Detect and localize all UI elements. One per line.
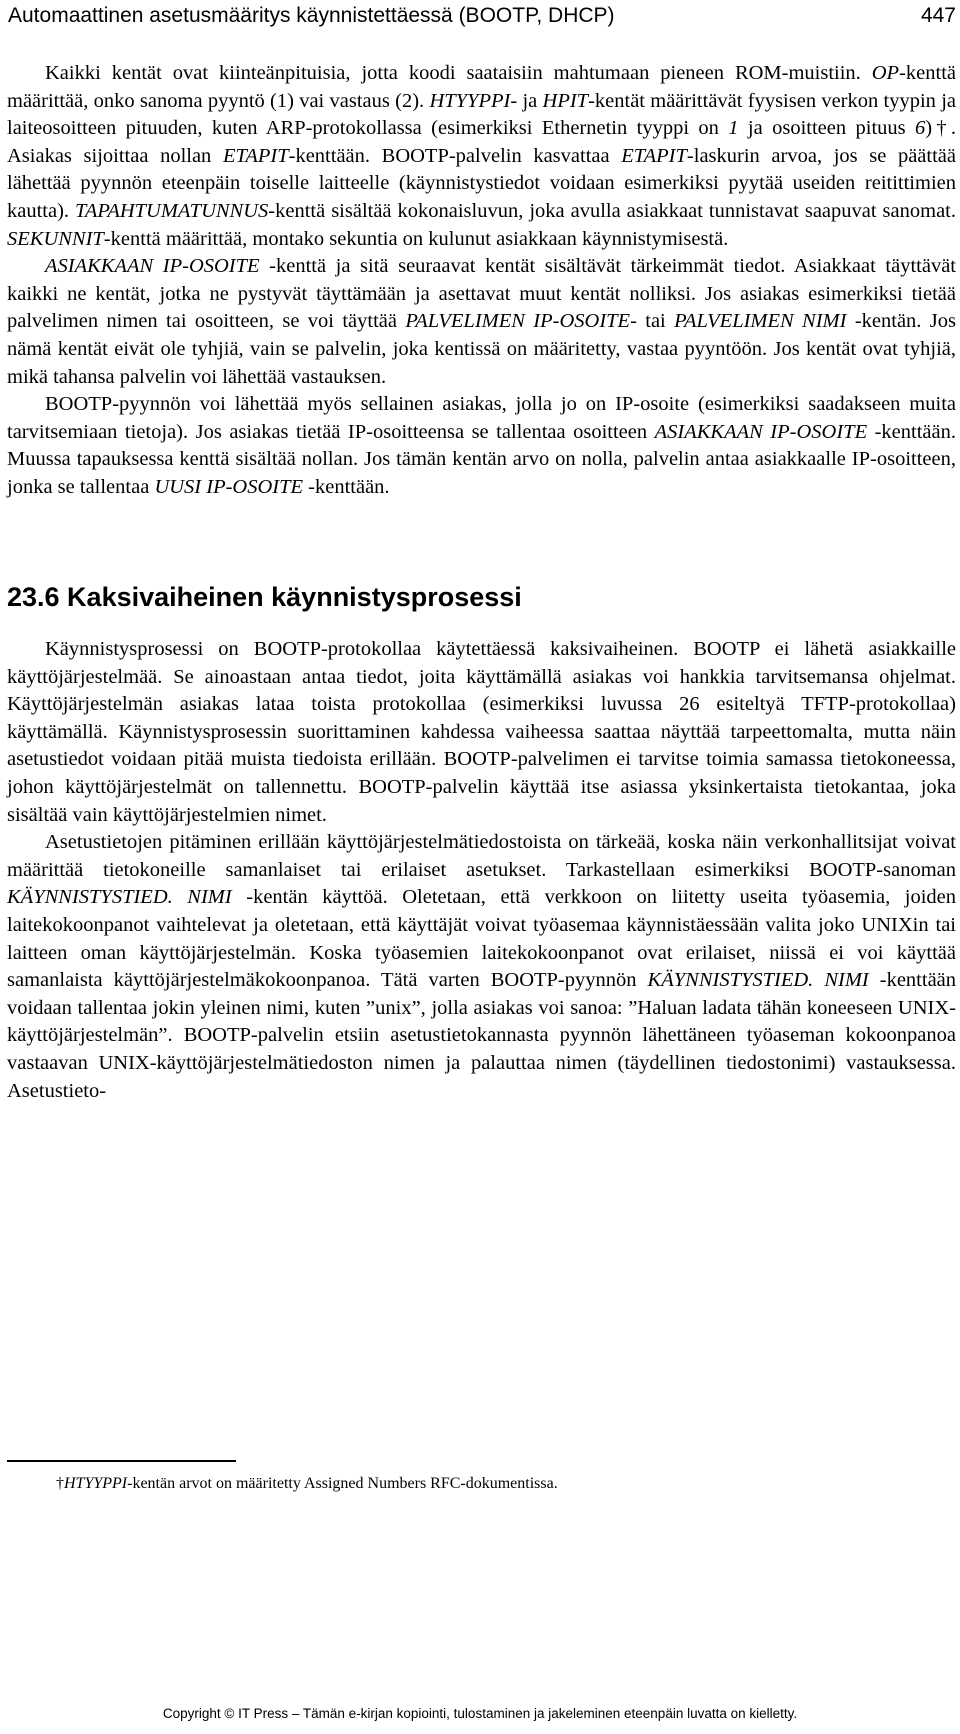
paragraph-fields: Kaikki kentät ovat kiinteänpituisia, jotta koodi saataisiin mahtumaan pieneen ROM-muistiin. OP-kenttä määrittää, onko sanoma pyyntö (1) vai vastaus (2). HTYYPPI- ja HPIT-kentät määrittävät fyysisen verkon tyypin ja laiteosoitteen pituuden, kuten ARP-protokollassa (esimerkiksi Ethernetin tyyppi on 1 ja osoitteen pituus 6)†. Asiakas sijoittaa nollan ETAPIT-kenttään. BOOTP-palvelin kasvattaa ETAPIT-laskurin arvoa, jos se päättää lähettää pyynnön eteenpäin toiselle laitteelle (käynnistystiedot voidaan esimerkiksi pyytää useiden reitittimien kautta). TAPAHTUMATUNNUS-kenttä sisältää kokonaisluvun, joka avulla asiakkaat tunnistavat saapuvat sanomat. SEKUNNIT-kenttä määrittää, montako sekuntia on kulunut asiakkaan käynnistymisestä. [7, 62, 956, 250]
paragraph-client-ip: ASIAKKAAN IP-OSOITE -kenttä ja sitä seuraavat kentät sisältävät tärkeimmät tiedot. Asiakkaat täyttävät kaikki ne kentät, jotka ne pystyvät täyttämään ja asettavat muut kentät nolliksi. Jos asiakas esimerkiksi tietää palvelimen nimen tai osoitteen, se voi täyttää PALVELIMEN IP-OSOITE- tai PALVELIMEN NIMI -kentän. Jos nämä kentät eivät ole tyhjiä, vain se palvelin, joka kentissä on määritetty, vastaa pyyntöön. Jos kentät ovat tyhjiä, mikä tahansa palvelin voi lähettää vastauksen. [7, 255, 956, 388]
chapter-title: Automaattinen asetusmääritys käynnistettäessä (BOOTP, DHCP) [8, 4, 615, 27]
section-text [7, 636, 956, 1105]
intro-text [7, 60, 956, 502]
paragraph-two-phase: Käynnistysprosessi on BOOTP-protokollaa käytettäessä kaksivaiheinen. BOOTP ei lähetä asiakkaille käyttöjärjestelmää. Se ainoastaan antaa tiedot, joita käyttämällä asiakas voi hankkia tarvitsemansa ohjelmat. Käyttöjärjestelmän asiakas lataa toista protokollaa (esimerkiksi luvussa 26 esiteltyä TFTP-protokollaa) käyttämällä. Käynnistysprosessin suorittaminen kahdessa vaiheessa saattaa näyttää tarpeettomalta, mutta näin asetustiedot voidaan pitää muista tiedoista erillään. BOOTP-palvelimen ei tarvitse toimia samassa tietokoneessa, johon käyttöjärjestelmät on tallennettu. BOOTP-palvelin käyttää itse asiassa yksinkertaista tietokantaa, joka sisältää vain käyttöjärjestelmien nimet. [7, 638, 956, 826]
copyright-footer: Copyright © IT Press – Tämän e-kirjan kopiointi, tulostaminen ja jakeleminen eteenpäin luvatta on kielletty. [162, 1706, 798, 1721]
paragraph-bootp-request: BOOTP-pyynnön voi lähettää myös sellainen asiakas, jolla jo on IP-osoite (esimerkiksi saadakseen muita tarvitsemiaan tietoja). Jos asiakas tietää IP-osoitteensa se tallentaa osoitteen ASIAKKAAN IP-OSOITE -kenttään. Muussa tapauksessa kenttä sisältää nollan. Jos tämän kentän arvo on nolla, palvelin antaa asiakkaalle IP-osoitteen, jonka se tallentaa UUSI IP-OSOITE -kenttään. [7, 393, 956, 498]
footnote-mark: † [932, 117, 951, 140]
page-number: 447 [920, 4, 956, 27]
footnote: †HTYYPPI-kentän arvot on määritetty Assigned Numbers RFC-dokumentissa. [56, 1475, 558, 1492]
footnote-mark: † [56, 1475, 64, 1492]
running-header [8, 4, 956, 32]
footnote-divider [7, 1460, 236, 1462]
paragraph-config-separation: Asetustietojen pitäminen erillään käyttöjärjestelmätiedostoista on tärkeää, koska näin verkonhallitsijat voivat määrittää tietokoneille samanlaiset tai erilaiset asetukset. Tarkastellaan esimerkiksi BOOTP-sanoman KÄYNNISTYSTIED. NIMI -kentän käyttöä. Oletetaan, että verkkoon on liitetty useita työasemia, joiden laitekokoonpanot vaihtelevat ja oletetaan, että käyttäjät voivat työasemaa käynnistäessään valita joko UNIXin tai laitteen oman käyttöjärjestelmän. Koska työasemien laitekokoonpanot ovat erilaiset, niissä ei voi käyttää samanlaista käyttöjärjestelmäkokoonpanoa. Tätä varten BOOTP-pyynnön KÄYNNISTYSTIED. NIMI -kenttään voidaan tallentaa jokin yleinen nimi, kuten ”unix”, jolla asiakas voi sanoa: ”Haluan ladata tähän koneeseen UNIX-käyttöjärjestelmän”. BOOTP-palvelin etsiin asetustietokannasta pyynnön lähettäneen työaseman kokoonpanoa vastaavan UNIX-käyttöjärjestelmätiedoston nimen ja palauttaa nimen (täydellinen tiedostonimi) vastauksessa. Asetustieto- [7, 831, 957, 1102]
section-heading: 23.6 Kaksivaiheinen käynnistysprosessi [7, 582, 522, 612]
